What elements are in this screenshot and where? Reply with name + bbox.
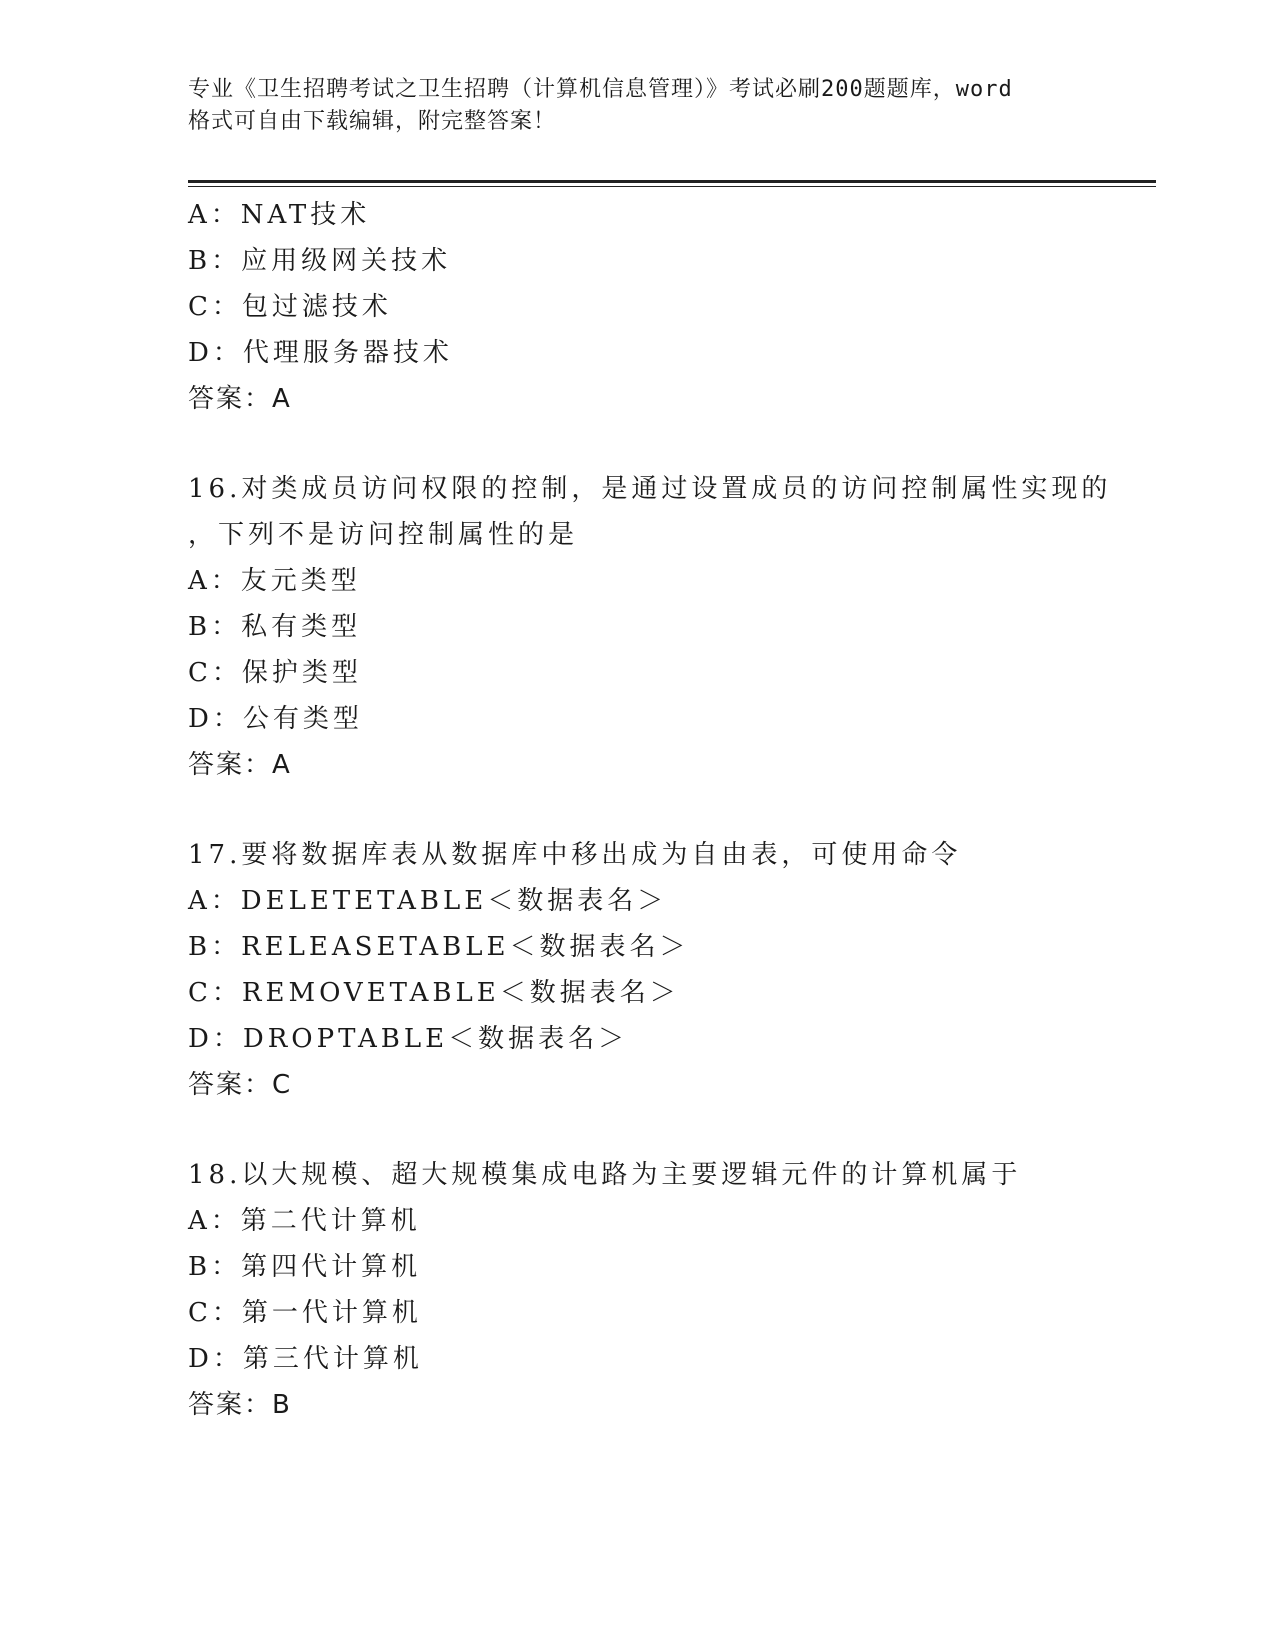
option-a: A：第二代计算机: [188, 1206, 421, 1236]
header-line-1: 专业《卫生招聘考试之卫生招聘（计算机信息管理）》考试必刷200题题库，word: [188, 77, 1013, 102]
answer-line: 答案：A: [188, 750, 292, 780]
option-d: D：公有类型: [188, 704, 363, 734]
option-a: A：友元类型: [188, 566, 361, 596]
option-b: B：私有类型: [188, 612, 362, 642]
option-d: D：DROPTABLE＜数据表名＞: [188, 1024, 629, 1054]
option-c: C：第一代计算机: [188, 1298, 422, 1328]
question-stem: 18.以大规模、超大规模集成电路为主要逻辑元件的计算机属于: [188, 1160, 1022, 1190]
option-c: C：包过滤技术: [188, 292, 392, 322]
question-17: [188, 832, 1148, 1108]
question-list: [188, 192, 1148, 1428]
question-15-continued: [188, 192, 1148, 422]
question-16: [188, 466, 1148, 788]
question-stem-continued: ，下列不是访问控制属性的是: [188, 520, 579, 550]
option-c: C：保护类型: [188, 658, 362, 688]
header-divider-thick: [188, 180, 1156, 183]
option-b: B：应用级网关技术: [188, 246, 452, 276]
document-header: [188, 74, 1088, 138]
option-a: A：NAT技术: [188, 200, 371, 230]
option-d: D：第三代计算机: [188, 1344, 423, 1374]
option-b: B：第四代计算机: [188, 1252, 422, 1282]
answer-line: 答案：C: [188, 1070, 293, 1100]
option-a: A：DELETETABLE＜数据表名＞: [188, 886, 668, 916]
question-stem: 16.对类成员访问权限的控制，是通过设置成员的访问控制属性实现的: [188, 474, 1112, 504]
header-line-2: 格式可自由下载编辑，附完整答案！: [188, 109, 557, 134]
option-d: D：代理服务器技术: [188, 338, 453, 368]
question-18: [188, 1152, 1148, 1428]
question-stem: 17.要将数据库表从数据库中移出成为自由表，可使用命令: [188, 840, 962, 870]
question-gap: [188, 422, 1148, 466]
header-divider-thin: [188, 186, 1156, 187]
answer-line: 答案：B: [188, 1390, 292, 1420]
question-gap: [188, 1108, 1148, 1152]
answer-line: 答案：A: [188, 384, 292, 414]
option-b: B：RELEASETABLE＜数据表名＞: [188, 932, 690, 962]
option-c: C：REMOVETABLE＜数据表名＞: [188, 978, 680, 1008]
question-gap: [188, 788, 1148, 832]
